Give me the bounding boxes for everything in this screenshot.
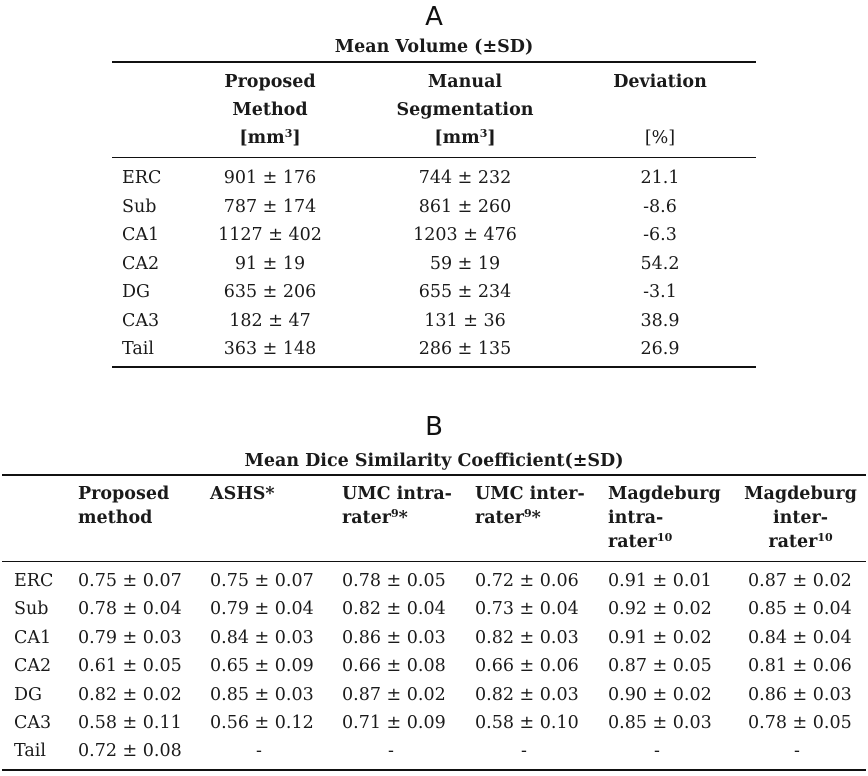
value-cell: 0.91 ± 0.01 [608,571,712,591]
proposed-cell: 635 ± 206 [223,282,317,302]
value-cell: - [388,741,394,762]
row-label: Sub [14,599,49,620]
deviation-cell: -3.1 [643,282,677,302]
value-cell: 0.82 ± 0.04 [342,599,446,620]
value-cell: 0.78 ± 0.05 [342,571,446,591]
header-text: * [398,508,408,528]
panel-a-mid-rule [112,157,756,158]
header-text: rater [608,532,657,552]
deviation-cell: -6.3 [643,225,677,245]
value-cell: 0.66 ± 0.06 [475,656,579,677]
manual-cell: 861 ± 260 [418,196,512,217]
panel-b-header-proposed [78,482,203,530]
value-cell: 0.86 ± 0.03 [342,627,446,648]
header-line [608,530,733,554]
value-cell: 0.72 ± 0.06 [475,571,579,591]
value-cell: 0.79 ± 0.03 [78,627,182,648]
value-cell: 0.82 ± 0.03 [475,627,579,648]
row-label: CA2 [14,656,52,677]
deviation-cell: -8.6 [643,196,677,217]
header-unit: $[mm^3]$ [239,127,301,148]
value-cell: 0.75 ± 0.07 [210,571,314,591]
value-cell: 0.65 ± 0.09 [210,656,314,677]
value-cell: 0.58 ± 0.11 [78,713,182,733]
value-cell: 0.75 ± 0.07 [78,571,182,591]
header-text: * [531,508,541,528]
panel-a-header-deviation [590,68,730,152]
row-label: DG [14,684,43,705]
panel-b-header-magdeburg-inter [738,482,863,554]
value-cell: 0.84 ± 0.03 [210,627,314,648]
panel-b-bottom-rule [2,769,866,771]
row-label: Tail [122,339,154,359]
value-cell: 0.84 ± 0.04 [748,627,852,648]
proposed-cell: 91 ± 19 [234,253,306,274]
panel-a-header-proposed [200,68,340,152]
header-line: inter- [772,508,829,528]
proposed-cell: 901 ± 176 [223,168,317,188]
value-cell: 0.90 ± 0.02 [608,684,712,705]
header-line: method [78,508,153,528]
value-cell: 0.56 ± 0.12 [210,713,314,733]
panel-b-letter: B [425,412,443,442]
row-label: CA1 [122,225,160,245]
header-ref: 10 [817,531,833,544]
header-line: Proposed [78,484,170,504]
header-line: Method [232,100,308,120]
row-label: ERC [14,571,54,591]
panel-b-caption: Mean Dice Similarity Coefficient(±SD) [244,451,624,471]
panel-b-header-magdeburg-intra [608,482,733,554]
value-cell: 0.78 ± 0.05 [748,713,852,733]
header-line: Magdeburg [608,484,721,504]
value-cell: 0.61 ± 0.05 [78,656,182,677]
value-cell: 0.85 ± 0.03 [608,713,712,733]
row-label: CA3 [14,713,52,733]
value-cell: 0.85 ± 0.04 [748,599,852,620]
proposed-cell: 363 ± 148 [223,339,317,359]
value-cell: 0.78 ± 0.04 [78,599,182,620]
value-cell: 0.71 ± 0.09 [342,713,446,733]
value-cell: 0.91 ± 0.02 [608,627,712,648]
value-cell: - [654,741,660,762]
header-line: ASHS* [210,484,275,504]
row-label: Sub [122,196,157,217]
header-line [475,506,600,530]
deviation-cell: 26.9 [640,339,680,359]
header-ref: 10 [657,531,673,544]
deviation-cell: 54.2 [640,253,680,274]
manual-cell: 59 ± 19 [429,253,501,274]
row-label: CA2 [122,253,160,274]
panel-b-header-umc-inter [475,482,600,530]
value-cell: 0.58 ± 0.10 [475,713,579,733]
panel-a-caption: Mean Volume (±SD) [334,37,534,57]
header-ref: 9 [391,507,399,520]
header-text: rater [475,508,524,528]
value-cell: 0.66 ± 0.08 [342,656,446,677]
manual-cell: 655 ± 234 [418,282,512,302]
header-line: Segmentation [396,100,534,120]
value-cell: 0.82 ± 0.02 [78,684,182,705]
header-line: Manual [427,72,503,92]
row-label: Tail [14,741,46,762]
proposed-cell: 1127 ± 402 [218,225,322,245]
value-cell: - [521,741,527,762]
value-cell: 0.82 ± 0.03 [475,684,579,705]
header-text: rater [768,532,818,552]
value-cell: - [256,741,262,762]
value-cell: - [794,741,800,762]
header-line: intra- [608,508,664,528]
header-line [342,506,467,530]
value-cell: 0.73 ± 0.04 [475,599,579,620]
value-cell: 0.86 ± 0.03 [748,684,852,705]
value-cell: 0.87 ± 0.02 [748,571,852,591]
value-cell: 0.87 ± 0.05 [608,656,712,677]
header-line: Deviation [613,72,707,92]
deviation-cell: 38.9 [640,310,680,331]
proposed-cell: 787 ± 174 [223,196,317,217]
row-label: CA3 [122,310,160,331]
value-cell: 0.79 ± 0.04 [210,599,314,620]
header-line: UMC intra- [342,484,452,504]
value-cell: 0.85 ± 0.03 [210,684,314,705]
panel-b-mid-rule [2,561,866,562]
header-unit: [%] [644,128,676,148]
header-line: UMC inter- [475,484,585,504]
value-cell: 0.87 ± 0.02 [342,684,446,705]
proposed-cell: 182 ± 47 [229,310,311,331]
panel-a-top-rule [112,61,756,63]
header-spacer [590,96,730,124]
manual-cell: 131 ± 36 [424,310,506,331]
row-label: CA1 [14,627,52,648]
header-line: Magdeburg [744,484,857,504]
value-cell: 0.81 ± 0.06 [748,656,852,677]
header-line [738,530,863,554]
value-cell: 0.72 ± 0.08 [78,741,182,762]
panel-a-bottom-rule [112,366,756,368]
panel-b-header-umc-intra [342,482,467,530]
header-ref: 9 [524,507,532,520]
row-label: DG [122,282,151,302]
header-line: Proposed [224,72,316,92]
manual-cell: 744 ± 232 [418,168,512,188]
value-cell: 0.92 ± 0.02 [608,599,712,620]
header-text: rater [342,508,391,528]
manual-cell: 286 ± 135 [418,339,512,359]
panel-a-header-manual [385,68,545,152]
panel-b-top-rule [2,474,866,476]
panel-b-header-ashs [210,482,335,506]
panel-a-letter: A [425,2,443,32]
row-label: ERC [122,168,162,188]
header-unit: $[mm^3]$ [434,127,496,148]
deviation-cell: 21.1 [640,168,680,188]
manual-cell: 1203 ± 476 [413,225,517,245]
